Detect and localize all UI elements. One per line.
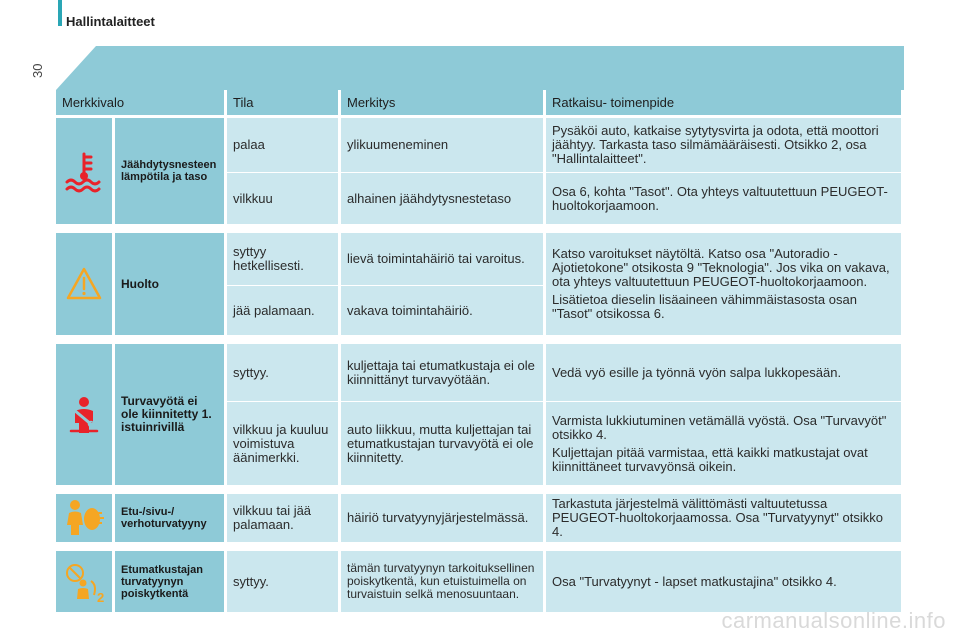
section-title: Hallintalaitteet xyxy=(66,14,155,29)
airbag-icon xyxy=(62,497,106,539)
section-accent-bar xyxy=(58,0,62,26)
action-cell xyxy=(546,118,904,173)
state-cell: syttyy. xyxy=(227,344,341,402)
action-text: Katso varoitukset näytöltä. Katso osa "Autoradio - Ajotietokone" otsikosta 9 "Teknologia". Jos vika on vakava, ota yhteys valtuutettuun PEUGEOT-huoltokorjaamoon. xyxy=(552,246,890,289)
action-text: Varmista lukkiutuminen vetämällä vyöstä. Osa "Turvavyöt" otsikko 4. xyxy=(552,412,887,442)
coolant-warning-name: Jäähdytysnesteen lämpötila ja taso xyxy=(115,118,227,225)
action-cell xyxy=(546,494,904,543)
coolant-warning-light xyxy=(56,118,115,225)
action-text: Osa 6, kohta "Tasot". Ota yhteys valtuutettuun PEUGEOT-huoltokorjaamoon. xyxy=(552,183,888,213)
table-header-row xyxy=(56,90,904,118)
watermark: carmanualsonline.info xyxy=(721,608,946,633)
table-banner xyxy=(56,46,904,90)
svg-text:2: 2 xyxy=(97,589,105,605)
meaning-cell: lievä toimintahäiriö tai varoitus. xyxy=(341,233,546,286)
airbag-warning-name: Etu-/sivu-/ verhoturvatyyny xyxy=(115,494,227,543)
action-cell xyxy=(546,233,904,336)
coolant-temperature-icon xyxy=(61,148,107,194)
table-row xyxy=(56,344,904,402)
seatbelt-warning-light xyxy=(56,344,115,486)
table-row xyxy=(56,118,904,173)
table-row xyxy=(56,494,904,543)
seatbelt-warning-name: Turvavyötä ei ole kiinnitetty 1. istuinrivillä xyxy=(115,344,227,486)
column-header-ratkaisu: Ratkaisu- toimenpide xyxy=(546,90,904,118)
warning-lights-table xyxy=(56,90,904,613)
action-text: Lisätietoa dieselin lisäaineen vähimmäistasosta osan "Tasot" otsikossa 6. xyxy=(552,292,857,321)
action-text: Vedä vyö esille ja työnnä vyön salpa lukkopesään. xyxy=(552,364,842,380)
seatbelt-icon xyxy=(62,393,106,437)
meaning-cell: alhainen jäähdytysnestetaso xyxy=(341,173,546,225)
meaning-cell: häiriö turvatyynyjärjestelmässä. xyxy=(341,494,546,543)
action-text: Osa "Turvatyynyt - lapset matkustajina" otsikko 4. xyxy=(552,573,837,589)
state-cell: vilkkuu tai jää palamaan. xyxy=(227,494,341,543)
service-warning-icon xyxy=(64,264,104,304)
column-header-merkitys: Merkitys xyxy=(341,90,546,118)
action-cell xyxy=(546,344,904,402)
column-header-merkkivalo: Merkkivalo xyxy=(56,90,227,118)
state-cell: vilkkuu ja kuuluu voimistuva äänimerkki. xyxy=(227,402,341,486)
action-cell xyxy=(546,402,904,486)
meaning-cell: auto liikkuu, mutta kuljettajan tai etumatkustajan turvavyötä ei ole kiinnitetty. xyxy=(341,402,546,486)
page-number: 30 xyxy=(30,63,45,78)
airbag-warning-light xyxy=(56,494,115,543)
action-text: Pysäköi auto, katkaise sytytysvirta ja odota, että moottori jäähtyy. Tarkasta taso silmämääräisesti. Otsikko 2, osa "Hallintalaitteet". xyxy=(552,123,879,166)
passenger-airbag-off-icon xyxy=(61,559,107,605)
action-cell xyxy=(546,551,904,613)
meaning-cell: vakava toimintahäiriö. xyxy=(341,286,546,336)
action-cell xyxy=(546,173,904,225)
table-row xyxy=(56,233,904,286)
table-row xyxy=(56,551,904,613)
action-text: Tarkastuta järjestelmä välittömästi valtuutetussa PEUGEOT-huoltokorjaamossa. Osa "Turvatyynyt" otsikko 4. xyxy=(552,496,883,539)
state-cell: syttyy hetkellisesti. xyxy=(227,233,341,286)
state-cell: vilkkuu xyxy=(227,173,341,225)
column-header-tila: Tila xyxy=(227,90,341,118)
passenger-airbag-off-name: Etumatkustajan turvatyynyn poiskytkentä xyxy=(115,551,227,613)
meaning-cell: kuljettaja tai etumatkustaja ei ole kiinnittänyt turvavyötään. xyxy=(341,344,546,402)
state-cell: jää palamaan. xyxy=(227,286,341,336)
meaning-cell: ylikuumeneminen xyxy=(341,118,546,173)
action-text: Kuljettajan pitää varmistaa, että kaikki matkustajat ovat kiinnittäneet turvavyönsä oikein. xyxy=(552,444,868,474)
service-warning-light xyxy=(56,233,115,336)
meaning-cell: tämän turvatyynyn tarkoituksellinen poiskytkentä, kun etuistuimella on turvaistuin selkä menosuuntaan. xyxy=(341,551,546,613)
state-cell: palaa xyxy=(227,118,341,173)
service-warning-name: Huolto xyxy=(115,233,227,336)
passenger-airbag-off-light xyxy=(56,551,115,613)
state-cell: syttyy. xyxy=(227,551,341,613)
